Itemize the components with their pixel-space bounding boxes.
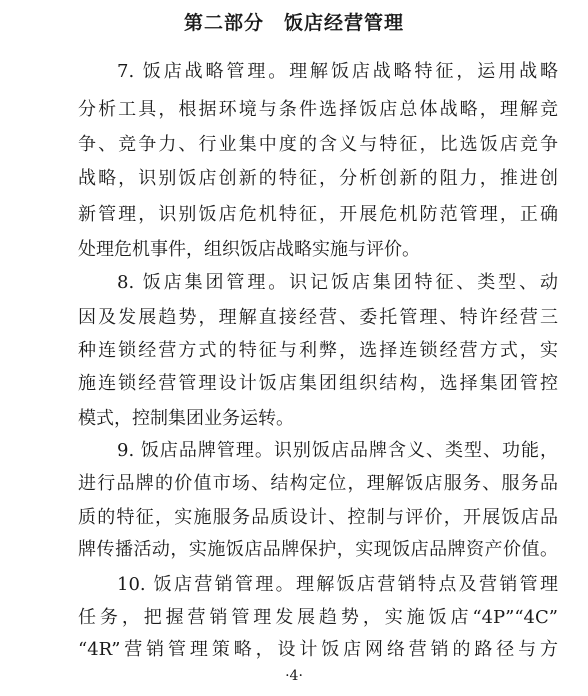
text-line: 新管理，识别饭店危机特征，开展危机防范管理，正确 [78, 204, 558, 225]
section-title: 第二部分 饭店经营管理 [183, 12, 404, 34]
text-line: 处理危机事件，组织饭店战略实施与评价。 [78, 239, 420, 260]
text-line: 施连锁经营管理设计饭店集团组织结构，选择集团管控 [78, 373, 558, 394]
text-line: 进行品牌的价值市场、结构定位，理解饭店服务、服务品 [78, 473, 558, 494]
text-line: 8. 饭店集团管理。识记饭店集团特征、类型、动 [117, 272, 558, 293]
text-line: 牌传播活动，实施饭店品牌保护，实现饭店品牌资产价值。 [78, 539, 558, 560]
text-line: 分析工具，根据环境与条件选择饭店总体战略，理解竞 [78, 99, 558, 120]
text-line: 9. 饭店品牌管理。识别饭店品牌含义、类型、功能， [117, 440, 558, 461]
text-line: 战略，识别饭店创新的特征，分析创新的阻力，推进创 [78, 168, 558, 189]
text-line: 任务，把握营销管理发展趋势，实施饭店“4P”“4C” [78, 607, 558, 628]
text-line: 争、竞争力、行业集中度的含义与特征，比选饭店竞争 [78, 134, 558, 155]
text-line: 因及发展趋势，理解直接经营、委托管理、特许经营三 [78, 307, 558, 328]
text-line: 7. 饭店战略管理。理解饭店战略特征，运用战略 [117, 61, 558, 82]
text-line: “4R”营销管理策略，设计饭店网络营销的路径与方 [78, 639, 558, 660]
text-line: 模式，控制集团业务运转。 [78, 408, 294, 429]
text-line: 种连锁经营方式的特征与利弊，选择连锁经营方式，实 [78, 340, 558, 361]
text-line: 10. 饭店营销管理。理解饭店营销特点及营销管理 [117, 574, 558, 595]
text-line: 质的特征，实施服务品质设计、控制与评价，开展饭店品 [78, 507, 558, 528]
page-number: ·4· [285, 668, 303, 684]
